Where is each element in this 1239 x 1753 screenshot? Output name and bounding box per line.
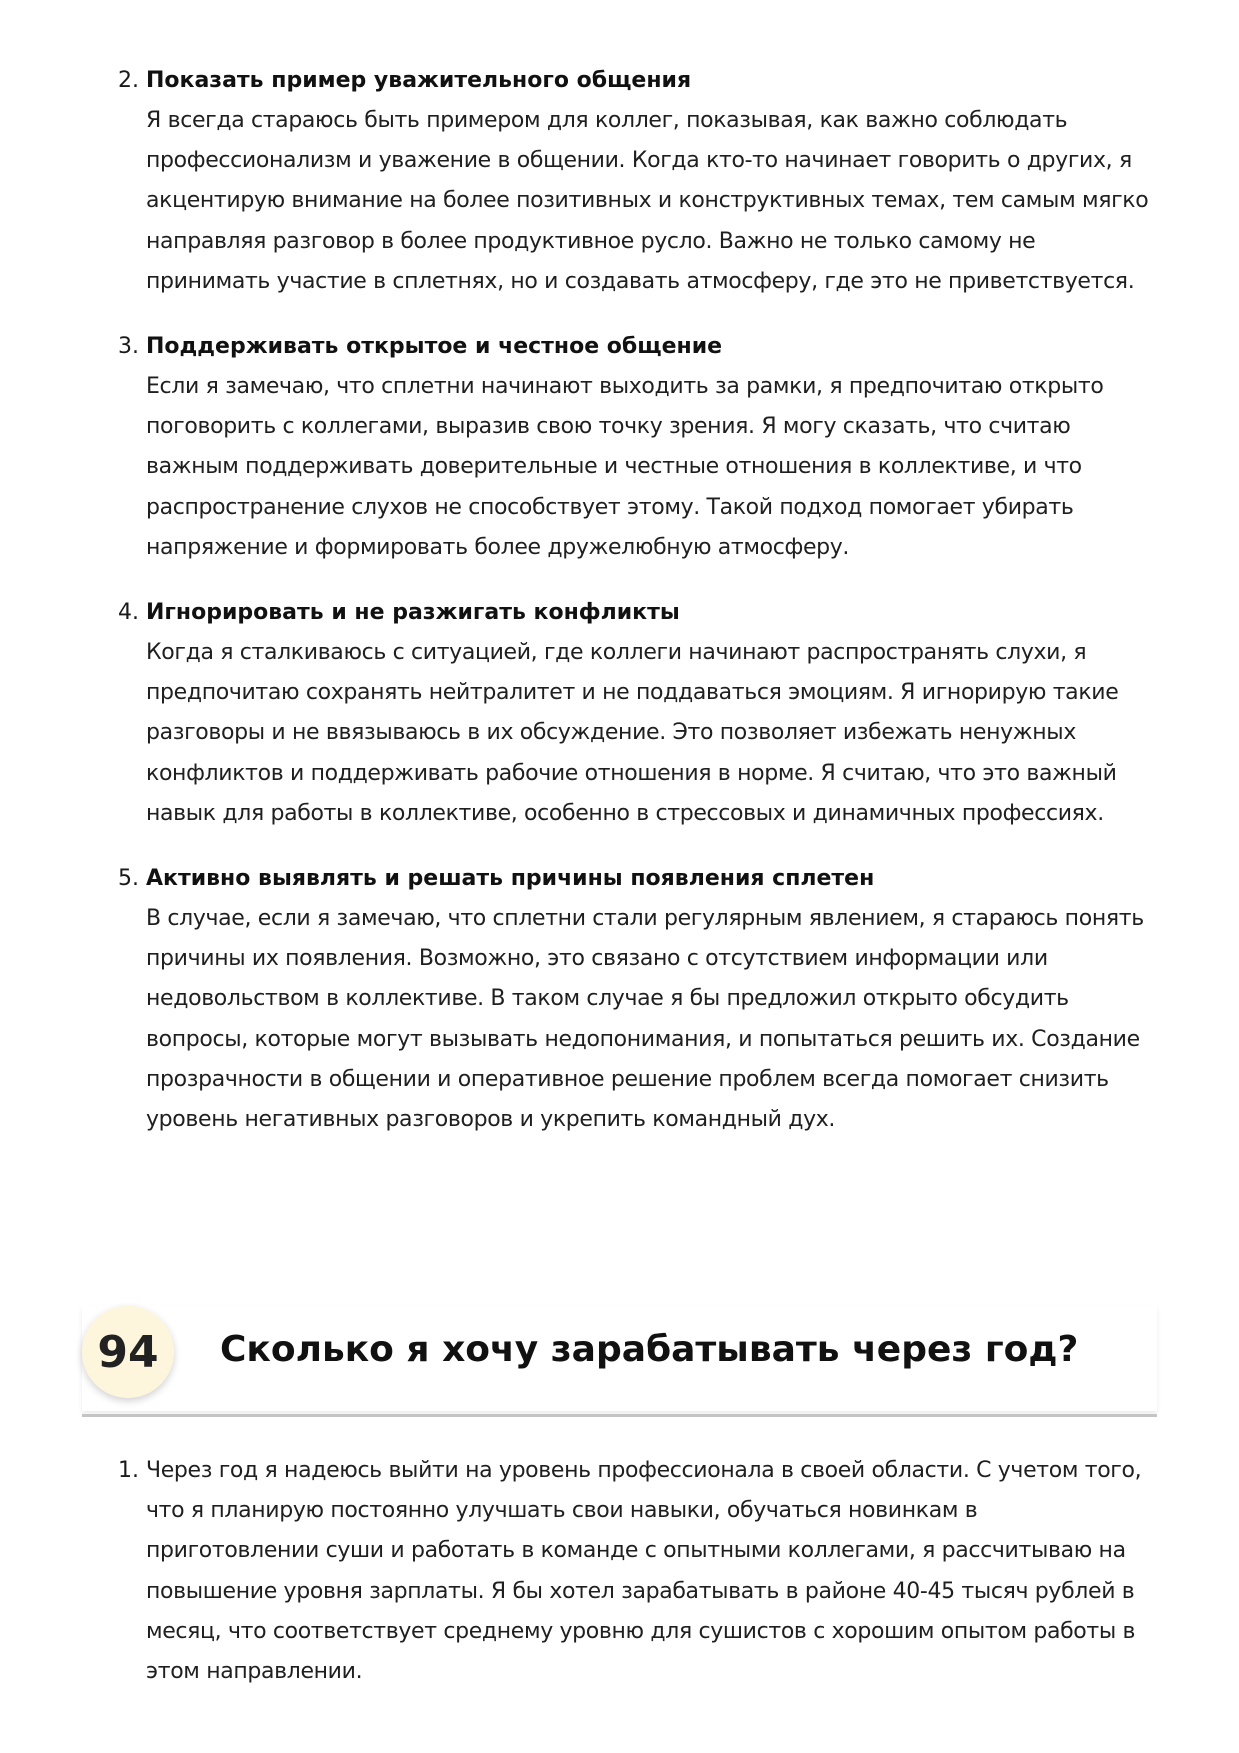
list-item-line: направляя разговор в более продуктивное русло. Важно не только самому не <box>146 228 1036 254</box>
list-item-line: повышение уровня зарплаты. Я бы хотел зарабатывать в районе 40-45 тысяч рублей в <box>146 1578 1135 1604</box>
list-item-line: поговорить с коллегами, выразив свою точку зрения. Я могу сказать, что считаю <box>146 414 1071 440</box>
question-header <box>82 1300 1157 1417</box>
question-number-badge: 94 <box>82 1306 174 1398</box>
list-item <box>0 1451 1239 1692</box>
list-item-line: принимать участие в сплетнях, но и создавать атмосферу, где это не приветствуется. <box>146 268 1135 294</box>
list-item-line: Через год я надеюсь выйти на уровень профессионала в своей области. С учетом того, <box>146 1458 1142 1483</box>
list-item-number: 1. <box>118 1458 139 1483</box>
list-item-title: Активно выявлять и решать причины появления сплетен <box>146 866 875 892</box>
list-item-line: прозрачности в общении и оперативное решение проблем всегда помогает снизить <box>146 1066 1109 1092</box>
list-item-line: месяц, что соответствует среднему уровню для сушистов с хорошим опытом работы в <box>146 1618 1136 1644</box>
list-item-number: 5. <box>118 866 139 892</box>
list-item-line: причины их появления. Возможно, это связано с отсутствием информации или <box>146 946 1048 972</box>
list-item-line: Я всегда стараюсь быть примером для коллег, показывая, как важно соблюдать <box>146 108 1068 133</box>
list-item-line: профессионализм и уважение в общении. Когда кто-то начинает говорить о других, я <box>146 148 1132 174</box>
list-item-line: предпочитаю сохранять нейтралитет и не поддаваться эмоциям. Я игнорирую такие <box>146 680 1119 706</box>
header-divider <box>82 1414 1157 1417</box>
list-item-line: В случае, если я замечаю, что сплетни стали регулярным явлением, я стараюсь понять <box>146 906 1144 932</box>
list-item-line: недовольством в коллективе. В таком случае я бы предложил открыто обсудить <box>146 986 1069 1012</box>
list-item <box>0 593 1239 834</box>
list-item-line: навык для работы в коллективе, особенно в стрессовых и динамичных профессиях. <box>146 800 1104 826</box>
list-item-line: этом направлении. <box>146 1659 363 1685</box>
list-item-line: акцентирую внимание на более позитивных и конструктивных темах, тем самым мягко <box>146 188 1149 214</box>
list-item-line: разговоры и не ввязываюсь в их обсуждение. Это позволяет избежать ненужных <box>146 720 1076 746</box>
list-item-line: напряжение и формировать более дружелюбную атмосферу. <box>146 534 850 560</box>
question-title: Сколько я хочу зарабатывать через год? <box>220 1329 1079 1370</box>
list-item-number: 2. <box>118 68 139 93</box>
list-item <box>0 61 1239 302</box>
answer-list <box>0 1451 1239 1717</box>
list-item-line: приготовлении суши и работать в команде с опытными коллегами, я рассчитываю на <box>146 1538 1126 1564</box>
list-item-title: Поддерживать открытое и честное общение <box>146 334 723 360</box>
list-item-line: Если я замечаю, что сплетни начинают выходить за рамки, я предпочитаю открыто <box>146 374 1104 400</box>
list-item-line: важным поддерживать доверительные и честные отношения в коллективе, и что <box>146 454 1082 480</box>
list-item-number: 3. <box>118 334 139 360</box>
list-item-line: распространение слухов не способствует этому. Такой подход помогает убирать <box>146 494 1074 520</box>
list-item-line: что я планирую постоянно улучшать свои навыки, обучаться новинкам в <box>146 1498 978 1524</box>
list-item-line: уровень негативных разговоров и укрепить командный дух. <box>146 1107 836 1133</box>
list-item-line: Когда я сталкиваюсь с ситуацией, где коллеги начинают распространять слухи, я <box>146 640 1087 666</box>
answer-list <box>0 61 1239 1165</box>
list-item-number: 4. <box>118 600 139 626</box>
list-item-line: конфликтов и поддерживать рабочие отношения в норме. Я считаю, что это важный <box>146 760 1117 786</box>
list-item-title: Показать пример уважительного общения <box>146 68 692 93</box>
list-item <box>0 859 1239 1140</box>
list-item-line: вопросы, которые могут вызывать недопонимания, и попытаться решить их. Создание <box>146 1026 1140 1052</box>
list-item-title: Игнорировать и не разжигать конфликты <box>146 600 680 626</box>
list-item <box>0 327 1239 568</box>
